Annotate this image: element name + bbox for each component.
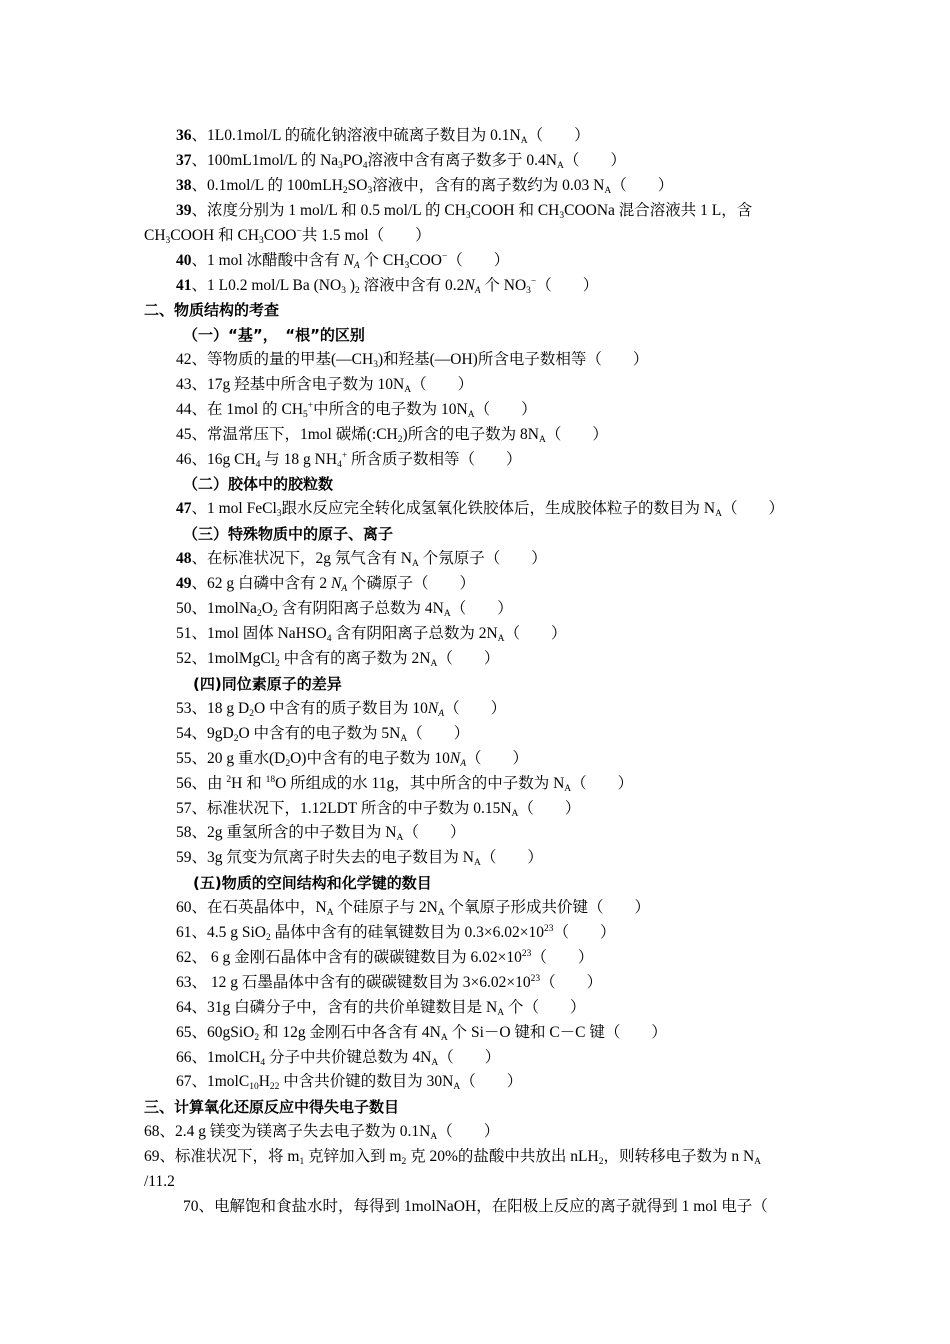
question-line: 50、$1molNa_2O_2$ 含有阴阳离子总数为 $4N_A$（ ）: [176, 600, 513, 619]
question-line: 41、1 L0.2 mol/L Ba ($NO_3$ )$_2$ 溶液中含有 $0.2N_A$ 个 $NO_3^-$（ ）: [176, 277, 599, 296]
question-line: 36、1L0.1mol/L 的硫化钠溶液中硫离子数目为 $0.1N_A$（ ）: [176, 127, 590, 146]
section-heading: 三、计算氧化还原反应中得失电子数目: [144, 1098, 400, 1116]
question-line: 48、在标准状况下，2g 氖气含有 $N_A$ 个氖原子（ ）: [176, 550, 547, 569]
question-line: 60、在石英晶体中，$N_A$ 个硅原子与 $2N_A$ 个氧原子形成共价键（ ）: [176, 899, 651, 918]
section-heading: （三）特殊物质中的原子、离子: [183, 525, 394, 543]
question-line: 42、等物质的量的甲基$(—CH_3)$和羟基(—OH)所含电子数相等（ ）: [176, 351, 649, 370]
question-line: 43、17g 羟基中所含电子数为 $10N_A$（ ）: [176, 376, 474, 395]
question-line: 61、4.5 g SiO$_2$ 晶体中含有的硅氧键数目为 $0.3\times 6.02\times 10^{23}$（ ）: [176, 924, 616, 943]
question-line: /11.2: [144, 1173, 175, 1190]
question-line: 37、100mL1mol/L 的 $Na_3PO_4$溶液中含有离子数多于 $0.4N_A$（ ）: [176, 152, 626, 171]
question-line: 44、在 1mol 的 $CH_5^+$中所含的电子数为 $10N_A$（ ）: [176, 401, 537, 420]
question-line: 58、2g 重氢所含的中子数目为 $N_A$（ ）: [176, 824, 466, 843]
question-line: 47、1 mol FeCl$_3$跟水反应完全转化成氢氧化铁胶体后，生成胶体粒子的数目为 $N_A$（ ）: [176, 500, 784, 519]
question-line: 66、1molCH$_4$ 分子中共价键总数为 $4N_A$（ ）: [176, 1049, 501, 1068]
question-line: 69、标准状况下，将 $m_1$ 克锌加入到 $m_2$ 克 20%的盐酸中共放出 nLH$_2$，则转移电子数为 n $N_A$: [144, 1148, 762, 1167]
question-line: 38、0.1mol/L 的 $100mLH_2SO_3$溶液中，含有的离子数约为 0.03 $N_A$（ ）: [176, 177, 674, 196]
question-line: 68、2.4 g 镁变为镁离子失去电子数为 $0.1N_A$（ ）: [144, 1123, 500, 1142]
question-line: 62、 6 g 金刚石晶体中含有的碳碳键数目为 $6.02\times 10^{23}$（ ）: [176, 949, 594, 966]
question-line: 57、标准状况下，1.12LDT 所含的中子数为 $0.15N_A$（ ）: [176, 800, 581, 819]
question-line: 45、常温常压下，1mol 碳烯$(:CH_2)$所含的电子数为 $8N_A$（ ）: [176, 426, 608, 445]
question-line: 56、由 $^2$H 和 $^{18}$O 所组成的水 11g，其中所含的中子数为 $N_A$（ ）: [176, 775, 634, 794]
question-line: 65、60gSiO$_2$ 和 12g 金刚石中各含有 $4N_A$ 个 Si－O 键和 C－C 键（ ）: [176, 1024, 667, 1043]
question-line: 63、 12 g 石墨晶体中含有的碳碳键数目为 $3\times 6.02\times 10^{23}$（ ）: [176, 974, 603, 991]
section-heading: （一）“基”， “根”的区别: [183, 326, 365, 344]
question-line: 54、$9gD_2O$ 中含有的电子数为 $5N_A$（ ）: [176, 725, 470, 744]
question-line: 51、1mol 固体 NaHSO$_4$ 含有阴阳离子总数为 $2N_A$（ ）: [176, 625, 567, 644]
question-line: 49、62 g 白磷中含有 2 $N_A$ 个磷原子（ ）: [176, 575, 476, 594]
question-line: 59、3g 氘变为氘离子时失去的电子数目为 $N_A$（ ）: [176, 849, 543, 868]
section-heading: (五)物质的空间结构和化学键的数目: [193, 874, 432, 892]
question-line: 46、16g $CH_4$ 与 18 g $NH_4^+$ 所含质子数相等（ ）: [176, 451, 522, 470]
question-line: 70、电解饱和食盐水时，每得到 1molNaOH，在阳极上反应的离子就得到 1 mol 电子（: [183, 1198, 768, 1215]
question-line: 39、浓度分别为 1 mol/L 和 0.5 mol/L 的 $CH_3COOH$ 和 $CH_3COONa$ 混合溶液共 1 L，含: [176, 202, 753, 221]
question-line: 40、1 mol 冰醋酸中含有 $N_A$ 个 $CH_3COO^-$（ ）: [176, 252, 510, 271]
section-heading: (四)同位素原子的差异: [193, 675, 342, 693]
question-line: 52、1molMgCl$_2$ 中含有的离子数为 $2N_A$（ ）: [176, 650, 500, 669]
question-line: 53、18 g $D_2O$ 中含有的质子数目为 $10N_A$（ ）: [176, 700, 507, 719]
section-heading: （二）胶体中的胶粒数: [183, 475, 334, 493]
question-line: 67、$1molC_{10}H_{22}$ 中含共价键的数目为 $30N_A$（ ）: [176, 1073, 523, 1092]
question-line: $CH_3COOH$ 和 $CH_3COO^-$共 1.5 mol（ ）: [144, 227, 431, 246]
section-heading: 二、物质结构的考查: [144, 301, 280, 319]
question-line: 55、20 g 重水$(D_2O)$中含有的电子数为 $10N_A$（ ）: [176, 750, 529, 769]
question-line: 64、31g 白磷分子中，含有的共价单键数目是 $N_A$ 个（ ）: [176, 999, 586, 1018]
